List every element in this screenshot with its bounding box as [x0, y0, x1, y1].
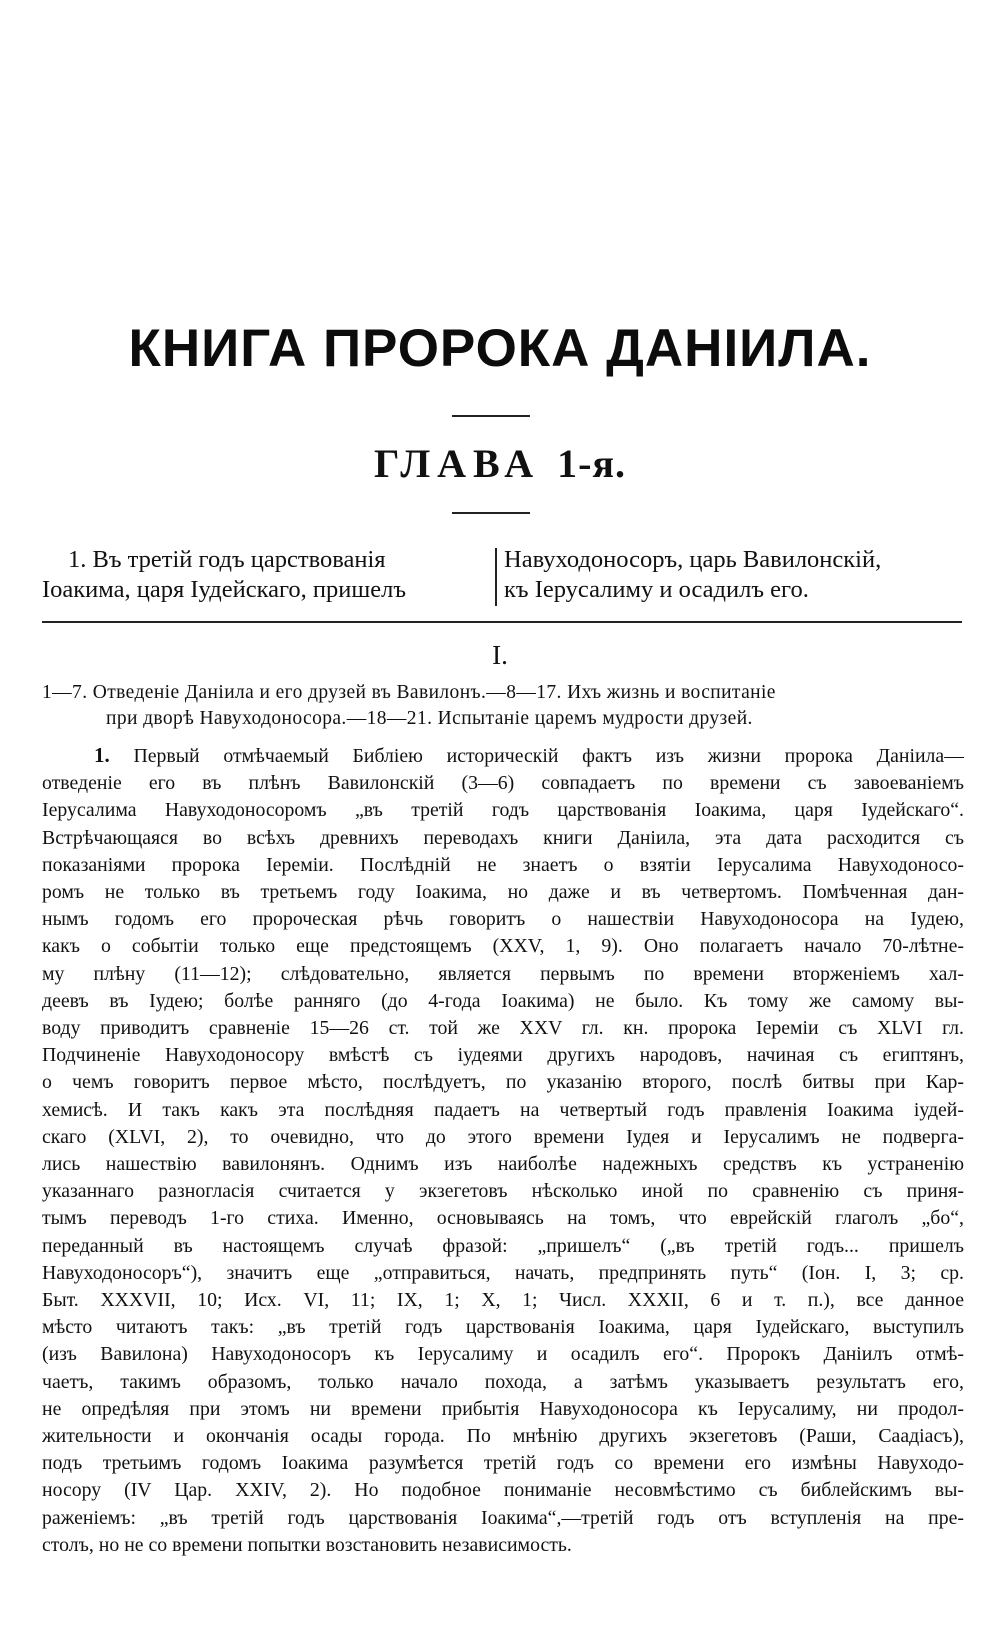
- chapter-word: ГЛАВА: [373, 441, 541, 486]
- section-summary: [42, 680, 962, 732]
- title-divider: [452, 415, 530, 417]
- commentary-line: раженіемъ: „въ третій годъ царствованія Іоакима“,—третій годъ отъ вступленія на пре-: [42, 1506, 964, 1529]
- commentary-line: чаетъ, такимъ образомъ, только начало похода, а затѣмъ указываетъ результатъ его,: [42, 1370, 964, 1393]
- commentary-line: Встрѣчающаяся во всѣхъ древнихъ переводахъ книги Даніила, эта дата расходится съ: [42, 826, 964, 849]
- commentary-line: скаго (XLVI, 2), то очевидно, что до этого времени Іудея и Іерусалимъ не подверга-: [42, 1125, 964, 1148]
- commentary-line: переданный въ настоящемъ случаѣ фразой: „пришелъ“ („въ третій годъ... пришелъ: [42, 1234, 964, 1257]
- chapter-title: [0, 440, 1000, 487]
- verse-right-column: [504, 545, 964, 605]
- commentary-line: подъ третьимъ годомъ Іоакима разумѣется третій годъ со времени его измѣны Навуходо-: [42, 1452, 964, 1475]
- commentary-line: (изъ Вавилона) Навуходоносоръ къ Іерусалиму и осадилъ его“. Пророкъ Даніилъ отмѣ-: [42, 1343, 964, 1366]
- commentary-line: хемисѣ. И такъ какъ эта послѣдняя падаетъ на четвертый годъ правленія Іоакима іудей-: [42, 1098, 964, 1121]
- chapter-divider: [452, 512, 530, 514]
- commentary-line: деевъ въ Іудею; болѣе ранняго (до 4-года Іоакима) не было. Къ тому же самому вы-: [42, 989, 964, 1012]
- verse-separator-rule: [42, 621, 962, 623]
- commentary-line: тымъ переводъ 1-го стиха. Именно, основываясь на томъ, что еврейскій глаголъ „бо“,: [42, 1207, 964, 1230]
- verse-text: [42, 545, 962, 615]
- commentary-line: жительности и окончанія осады города. По мнѣнію другихъ экзегетовъ (Раши, Саадіасъ),: [42, 1425, 964, 1448]
- commentary-line: Іерусалима Навуходоносоромъ „въ третій годъ царствованія Іоакима, царя Іудейскаго“.: [42, 799, 964, 822]
- commentary-verse-number: 1.: [94, 743, 110, 767]
- summary-line: 1—7. Отведеніе Даніила и его друзей въ Вавилонъ.—8—17. Ихъ жизнь и воспитаніе: [42, 682, 776, 703]
- commentary-paragraph: [42, 742, 964, 1559]
- book-title: КНИГА ПРОРОКА ДАНІИЛА.: [128, 319, 872, 378]
- commentary-line: столъ, но не со времени попытки возстановить независимость.: [42, 1533, 572, 1556]
- commentary-line: отведеніе его въ плѣнъ Вавилонскій (3—6) совпадаетъ по времени съ завоеваніемъ: [42, 772, 964, 795]
- chapter-number: 1-я.: [557, 441, 627, 486]
- commentary-line: показаніями пророка Іереміи. Послѣдній не знаетъ о взятіи Іерусалима Навуходоносо-: [42, 853, 964, 876]
- commentary-line: о чемъ говоритъ первое мѣсто, послѣдуетъ, по указанію второго, послѣ битвы при Кар-: [42, 1071, 964, 1094]
- commentary-line: носору (IV Цар. XXIV, 2). Но подобное пониманіе несовмѣстимо съ библейскимъ вы-: [42, 1479, 964, 1502]
- commentary-line: указаннаго разногласія считается у экзегетовъ нѣсколько иной по сравненію съ приня-: [42, 1180, 964, 1203]
- verse-column-divider: [495, 548, 497, 606]
- verse-right-line: Навуходоносоръ, царь Вавилонскій,: [504, 546, 882, 573]
- verse-number: 1.: [68, 546, 87, 573]
- commentary-line: нымъ годомъ его пророческая рѣчь говоритъ о нашествіи Навуходоносора на Іудею,: [42, 908, 964, 931]
- commentary-line: 1. Первый отмѣчаемый Библіею историческій фактъ изъ жизни пророка Даніила—: [94, 743, 964, 767]
- commentary-line: не опредѣляя при этомъ ни времени прибытія Навуходоносора къ Іерусалиму, ни продол-: [42, 1397, 964, 1420]
- commentary-line: какъ о событіи только еще предстоящемъ (XXV, 1, 9). Оно полагаетъ начало 70-лѣтне-: [42, 935, 964, 958]
- verse-left-line: 1. Въ третій годъ царствованія: [68, 546, 386, 573]
- verse-right-line: къ Іерусалиму и осадилъ его.: [504, 576, 809, 603]
- summary-line: при дворѣ Навуходоносора.—18—21. Испытаніе царемъ мудрости друзей.: [106, 708, 753, 729]
- verse-left-column: [42, 545, 490, 605]
- section-number: I.: [492, 640, 508, 670]
- commentary-line: му плѣну (11—12); слѣдовательно, является первымъ по времени вторженіемъ хал-: [42, 962, 964, 985]
- commentary-line: лись нашествію вавилонянъ. Однимъ изъ наиболѣе надежныхъ средствъ къ устраненію: [42, 1153, 964, 1176]
- commentary-line: Навуходоносоръ“), значитъ еще „отправиться, начать, предпринять путь“ (Іон. I, 3; ср.: [42, 1261, 964, 1284]
- commentary-line: мѣсто читаютъ такъ: „въ третій годъ царствованія Іоакима, царя Іудейскаго, выступилъ: [42, 1316, 964, 1339]
- commentary-line: Подчиненіе Навуходоносору вмѣстѣ съ іудеями другихъ народовъ, начиная съ египтянъ,: [42, 1044, 964, 1067]
- commentary-line: воду приводитъ сравненіе 15—26 ст. той же XXV гл. кн. пророка Іереміи съ XLVI гл.: [42, 1017, 964, 1040]
- verse-left-line: Іоакима, царя Іудейскаго, пришелъ: [42, 576, 407, 603]
- commentary-line: Быт. XXXVII, 10; Исх. VI, 11; IX, 1; X, 1; Числ. XXXII, 6 и т. п.), все данное: [42, 1289, 964, 1312]
- commentary-line: ромъ не только въ третьемъ году Іоакима, но даже и въ четвертомъ. Помѣченная дан-: [42, 881, 964, 904]
